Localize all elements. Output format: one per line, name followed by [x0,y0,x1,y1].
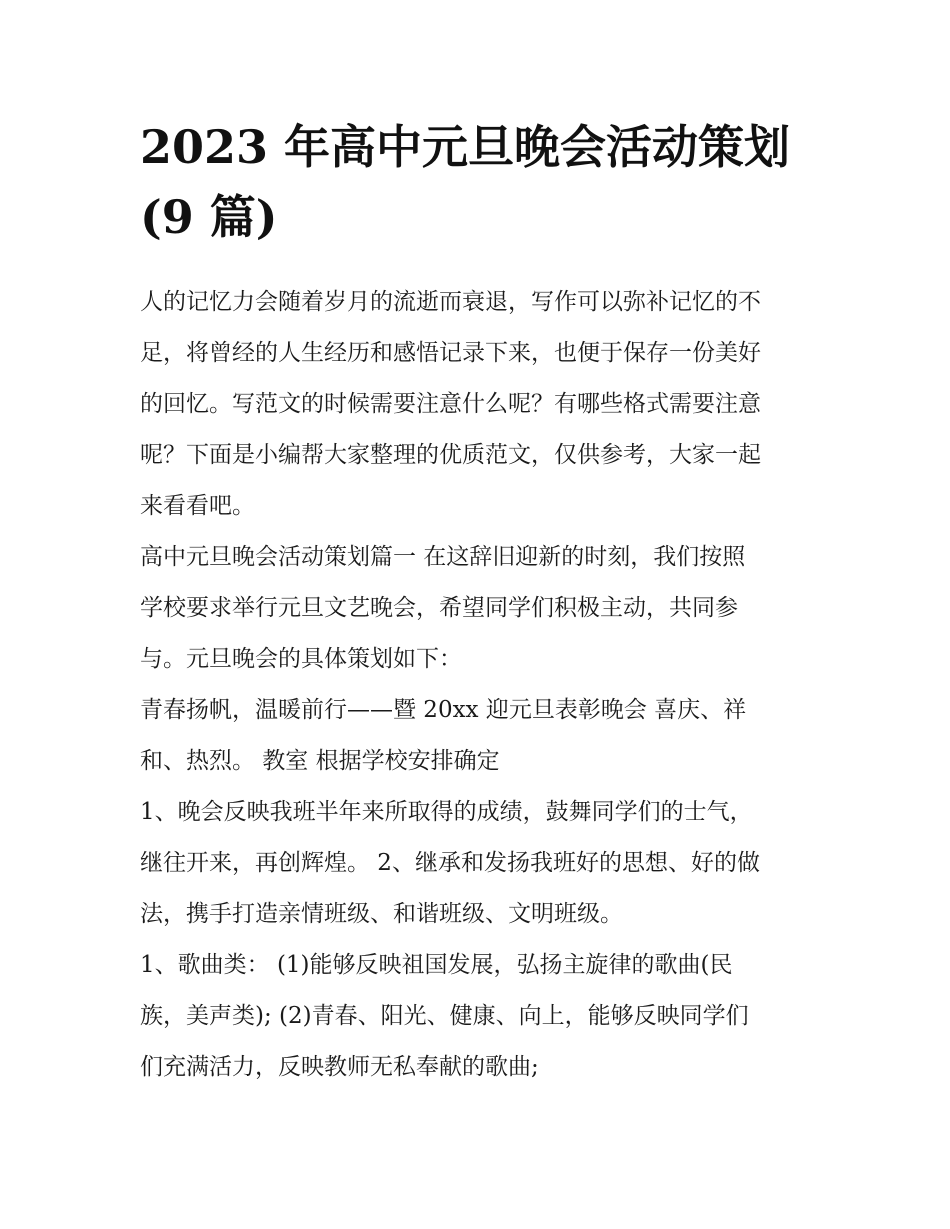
body-line: 1、晚会反映我班半年来所取得的成绩，鼓舞同学们的士气， [140,799,753,825]
body-line: 人的记忆力会随着岁月的流逝而衰退，写作可以弥补记忆的不 [140,289,761,315]
body-line: 呢？下面是小编帮大家整理的优质范文，仅供参考，大家一起 [140,442,761,468]
body-line: 学校要求举行元旦文艺晚会，希望同学们积极主动，共同参 [140,595,738,621]
body-line: 与。元旦晚会的具体策划如下： [140,646,462,672]
document-body [140,277,830,1093]
title-line: 2023 年高中元旦晚会活动策划 [140,120,791,174]
body-line: 足，将曾经的人生经历和感悟记录下来，也便于保存一份美好 [140,340,761,366]
body-line: 来看看吧。 [140,493,255,519]
body-line: 的回忆。写范文的时候需要注意什么呢？有哪些格式需要注意 [140,391,761,417]
body-line: 们充满活力，反映教师无私奉献的歌曲; [140,1054,539,1080]
body-line: 高中元旦晚会活动策划篇一 在这辞旧迎新的时刻，我们按照 [140,544,746,570]
body-line: 青春扬帆，温暖前行——暨 20xx 迎元旦表彰晚会 喜庆、祥 [140,697,747,723]
body-line: 继往开来，再创辉煌。 2、继承和发扬我班好的思想、好的做 [140,850,760,876]
body-line: 族，美声类); (2)青春、阳光、健康、向上，能够反映同学们 [140,1003,749,1029]
body-line: 和、热烈。 教室 根据学校安排确定 [140,748,500,774]
title-line: (9 篇) [140,190,278,244]
body-line: 1、歌曲类： (1)能够反映祖国发展，弘扬主旋律的歌曲(民 [140,952,733,978]
document-title [140,112,830,252]
body-line: 法，携手打造亲情班级、和谐班级、文明班级。 [140,901,623,927]
